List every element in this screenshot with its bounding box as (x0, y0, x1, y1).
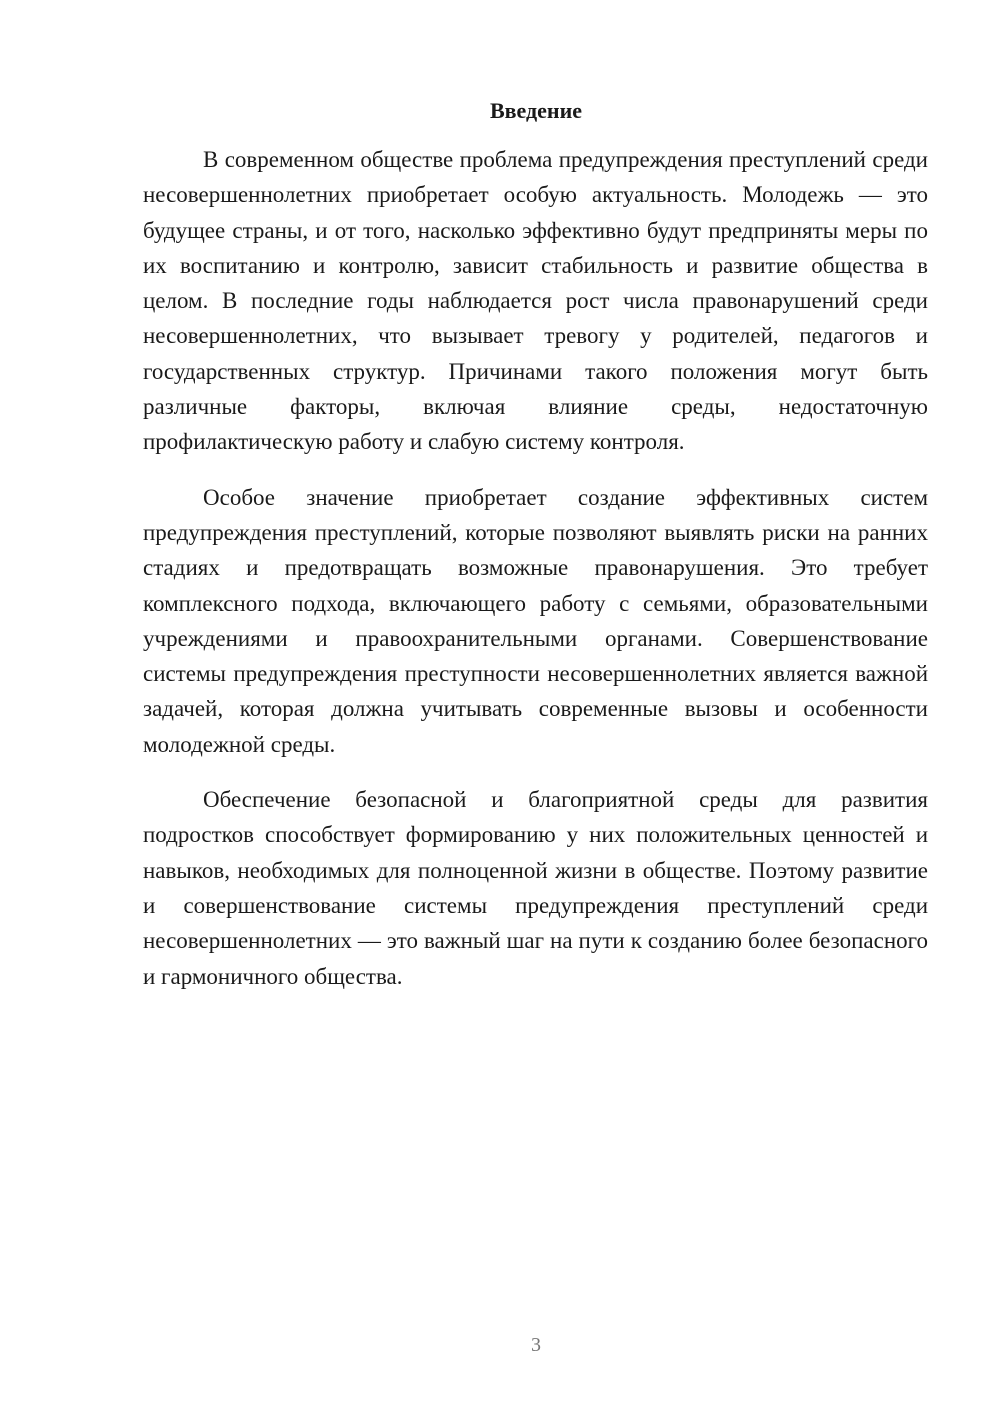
paragraph-2: Особое значение приобретает создание эффективных систем предупреждения преступлений, которые позволяют выявлять риски на ранних стадиях и предотвращать возможные правонарушения. Это требует комплексного подхода, включающего работу с семьями, образовательными учреждениями и правоохранительными органами. Совершенствование системы предупреждения преступности несовершеннолетних является важной задачей, которая должна учитывать современные вызовы и особенности молодежной среды. (143, 484, 928, 757)
page-number: 3 (531, 1334, 541, 1356)
section-heading: Введение (489, 98, 583, 123)
body-text (143, 142, 928, 1014)
paragraph-3: Обеспечение безопасной и благоприятной среды для развития подростков способствует формированию у них положительных ценностей и навыков, необходимых для полноценной жизни в обществе. Поэтому развитие и совершенствование системы предупреждения преступлений среди несовершеннолетних — это важный шаг на пути к созданию более безопасного и гармоничного общества. (143, 787, 928, 989)
paragraph-1: В современном обществе проблема предупреждения преступлений среди несовершеннолетних приобретает особую актуальность. Молодежь — это будущее страны, и от того, насколько эффективно будут предприняты меры по их воспитанию и контролю, зависит стабильность и развитие общества в целом. В последние годы наблюдается рост числа правонарушений среди несовершеннолетних, что вызывает тревогу у родителей, педагогов и государственных структур. Причинами такого положения могут быть различные факторы, включая влияние среды, недостаточную профилактическую работу и слабую систему контроля. (143, 147, 928, 455)
